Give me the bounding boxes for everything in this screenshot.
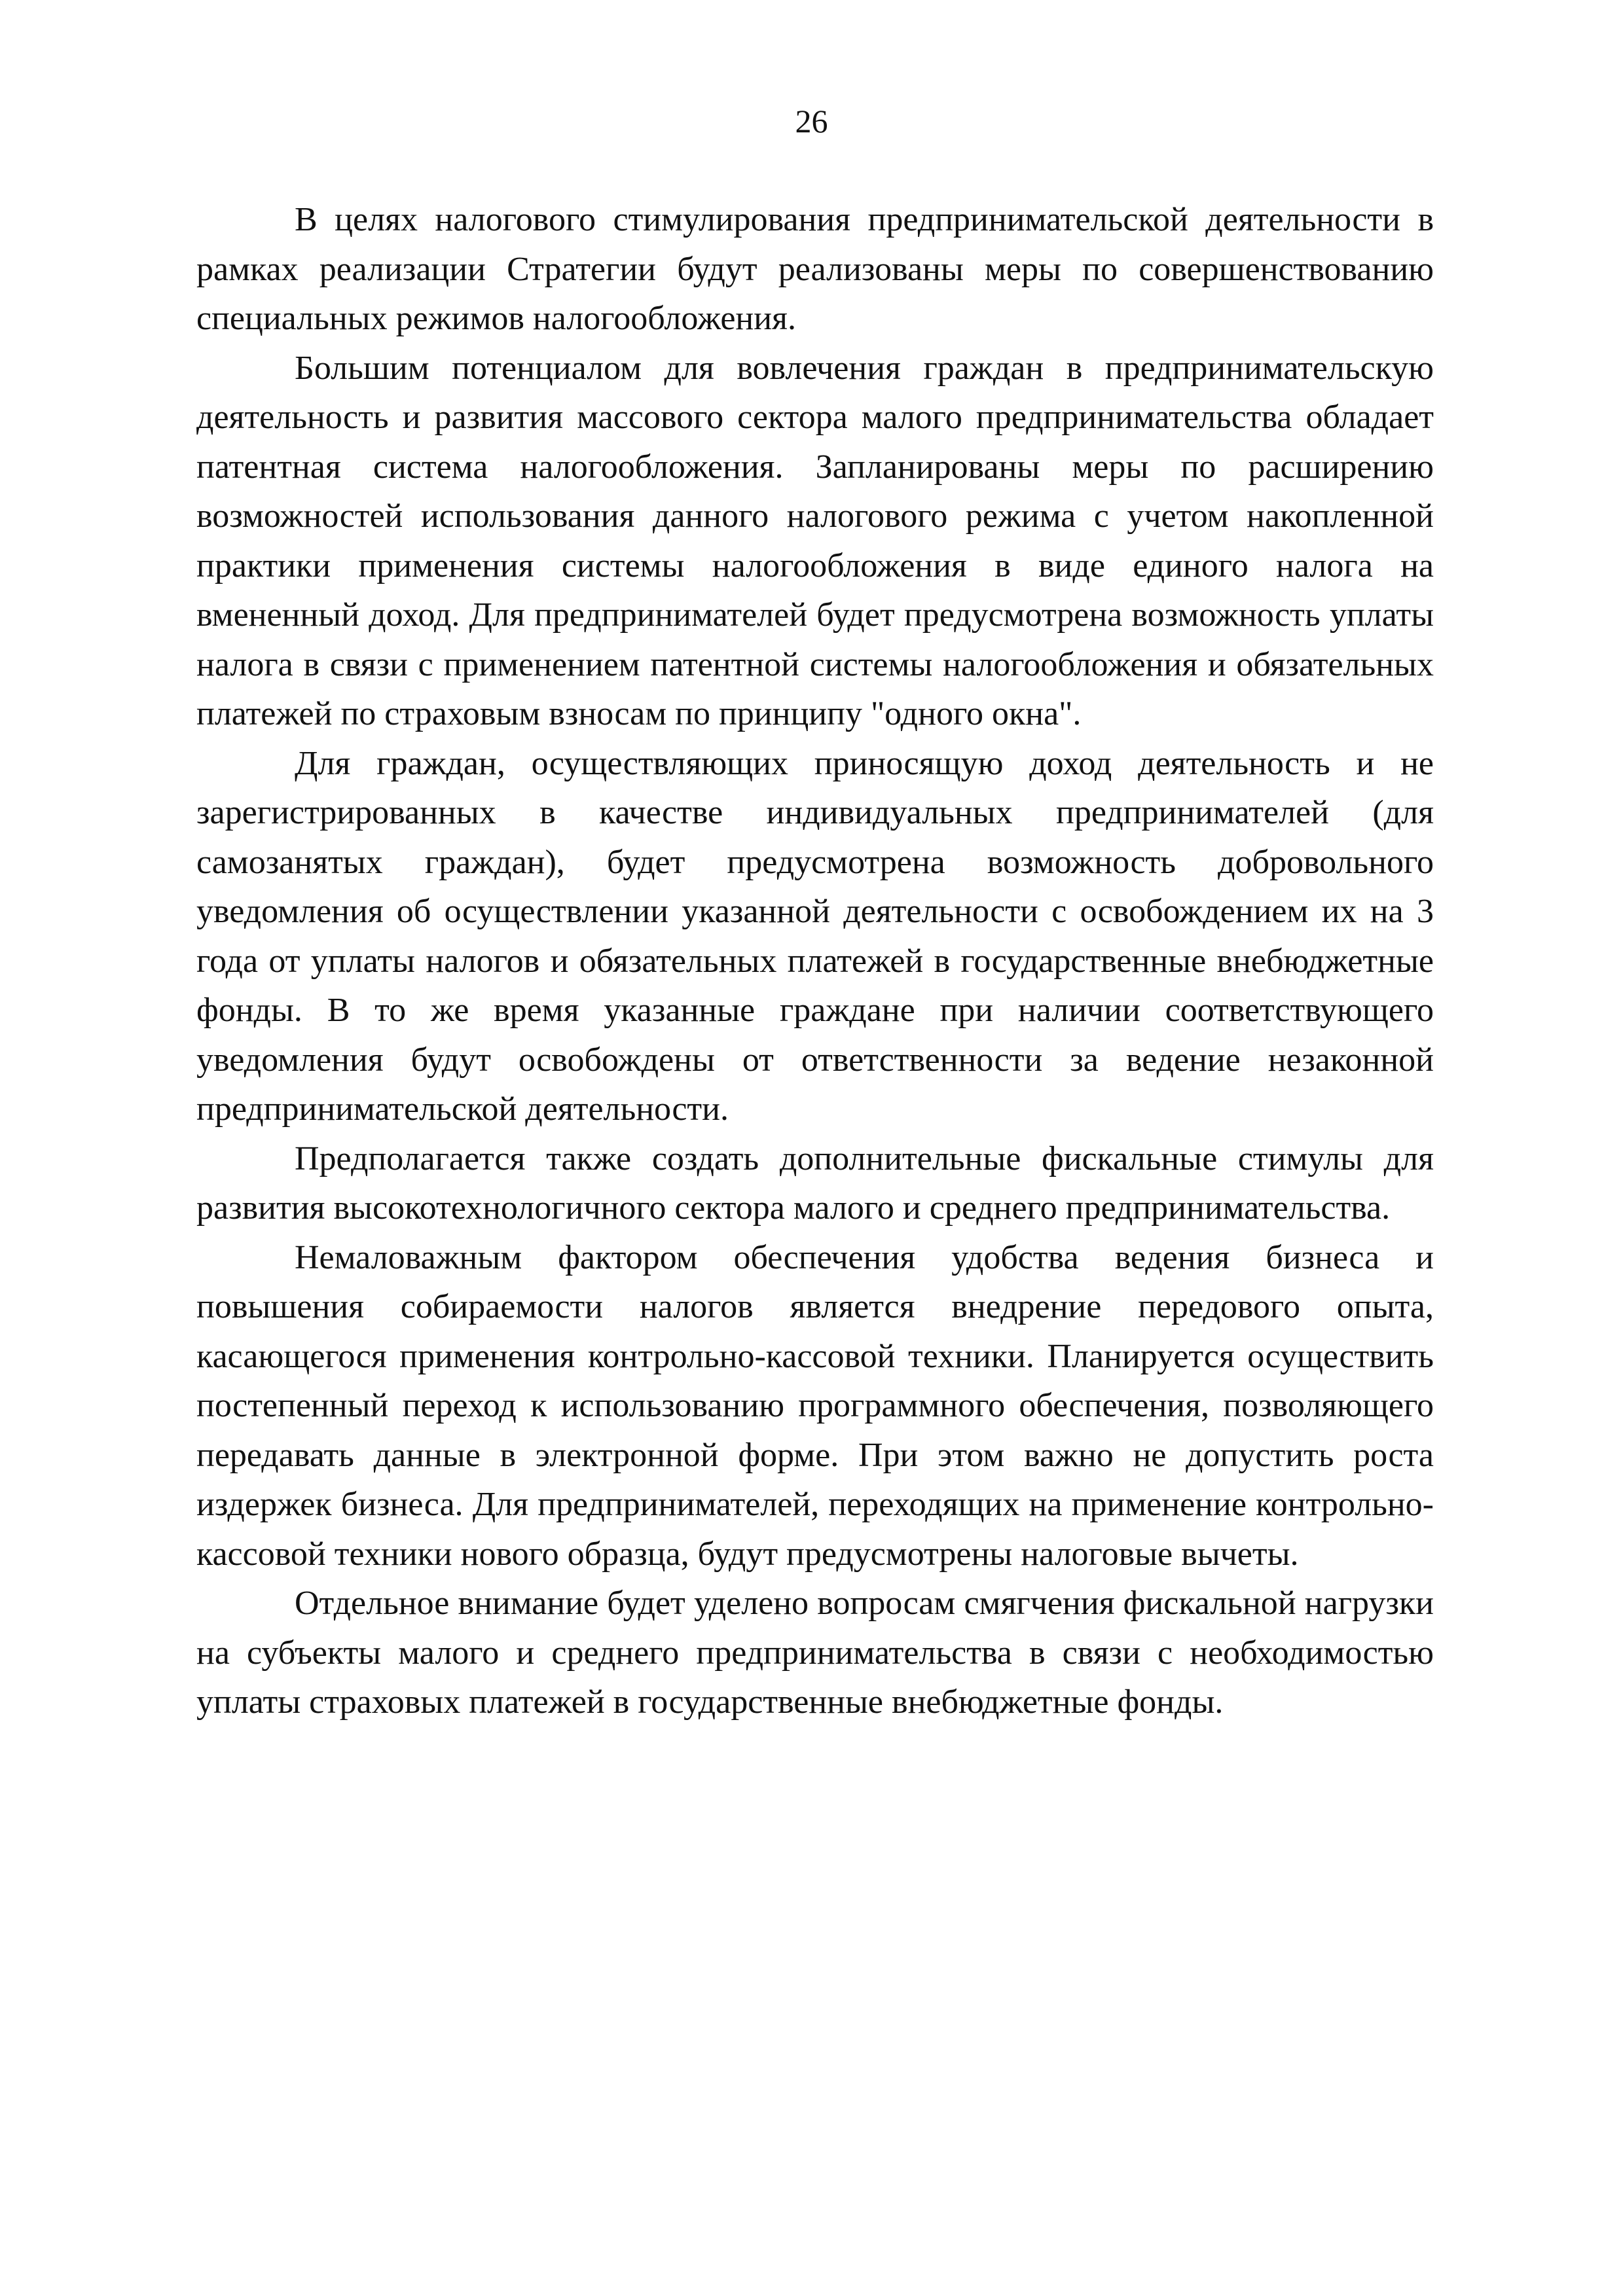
- paragraph-high-tech-incentives: Предполагается также создать дополнительные фискальные стимулы для развития высокотехнологичного сектора малого и среднего предпринимательства.: [196, 1139, 1434, 1227]
- paragraph-cash-register: Немаловажным фактором обеспечения удобства ведения бизнеса и повышения собираемости налогов является внедрение передового опыта, касающегося применения контрольно-кассовой техники. Планируется осуществить постепенный переход к использованию программного обеспечения, позволяющего передавать данные в электронной форме. При этом важно не допустить роста издержек бизнеса. Для предпринимателей, переходящих на применение контрольно-кассовой техники нового образца, будут предусмотрены налоговые вычеты.: [196, 1238, 1434, 1573]
- paragraph-self-employed: Для граждан, осуществляющих приносящую доход деятельность и не зарегистрированных в качестве индивидуальных предпринимателей (для самозанятых граждан), будет предусмотрена возможность добровольного уведомления об осуществлении указанной деятельности с освобождением их на 3 года от уплаты налогов и обязательных платежей в государственные внебюджетные фонды. В то же время указанные граждане при наличии соответствующего уведомления будут освобождены от ответственности за ведение незаконной предпринимательской деятельности.: [196, 744, 1434, 1128]
- document-body: [196, 195, 1434, 1727]
- paragraph-patent-system: Большим потенциалом для вовлечения граждан в предпринимательскую деятельность и развития массового сектора малого предпринимательства обладает патентная система налогообложения. Запланированы меры по расширению возможностей использования данного налогового режима с учетом накопленной практики применения системы налогообложения в виде единого налога на вмененный доход. Для предпринимателей будет предусмотрена возможность уплаты налога в связи с применением патентной системы налогообложения и обязательных платежей по страховым взносам по принципу "одного окна".: [196, 349, 1434, 732]
- paragraph-insurance-payments: Отдельное внимание будет уделено вопросам смягчения фискальной нагрузки на субъекты малого и среднего предпринимательства в связи с необходимостью уплаты страховых платежей в государственные внебюджетные фонды.: [196, 1585, 1434, 1721]
- page-number: 26: [795, 103, 828, 139]
- paragraph-tax-stimulation: В целях налогового стимулирования предпринимательской деятельности в рамках реализации Стратегии будут реализованы меры по совершенствованию специальных режимов налогообложения.: [196, 201, 1434, 337]
